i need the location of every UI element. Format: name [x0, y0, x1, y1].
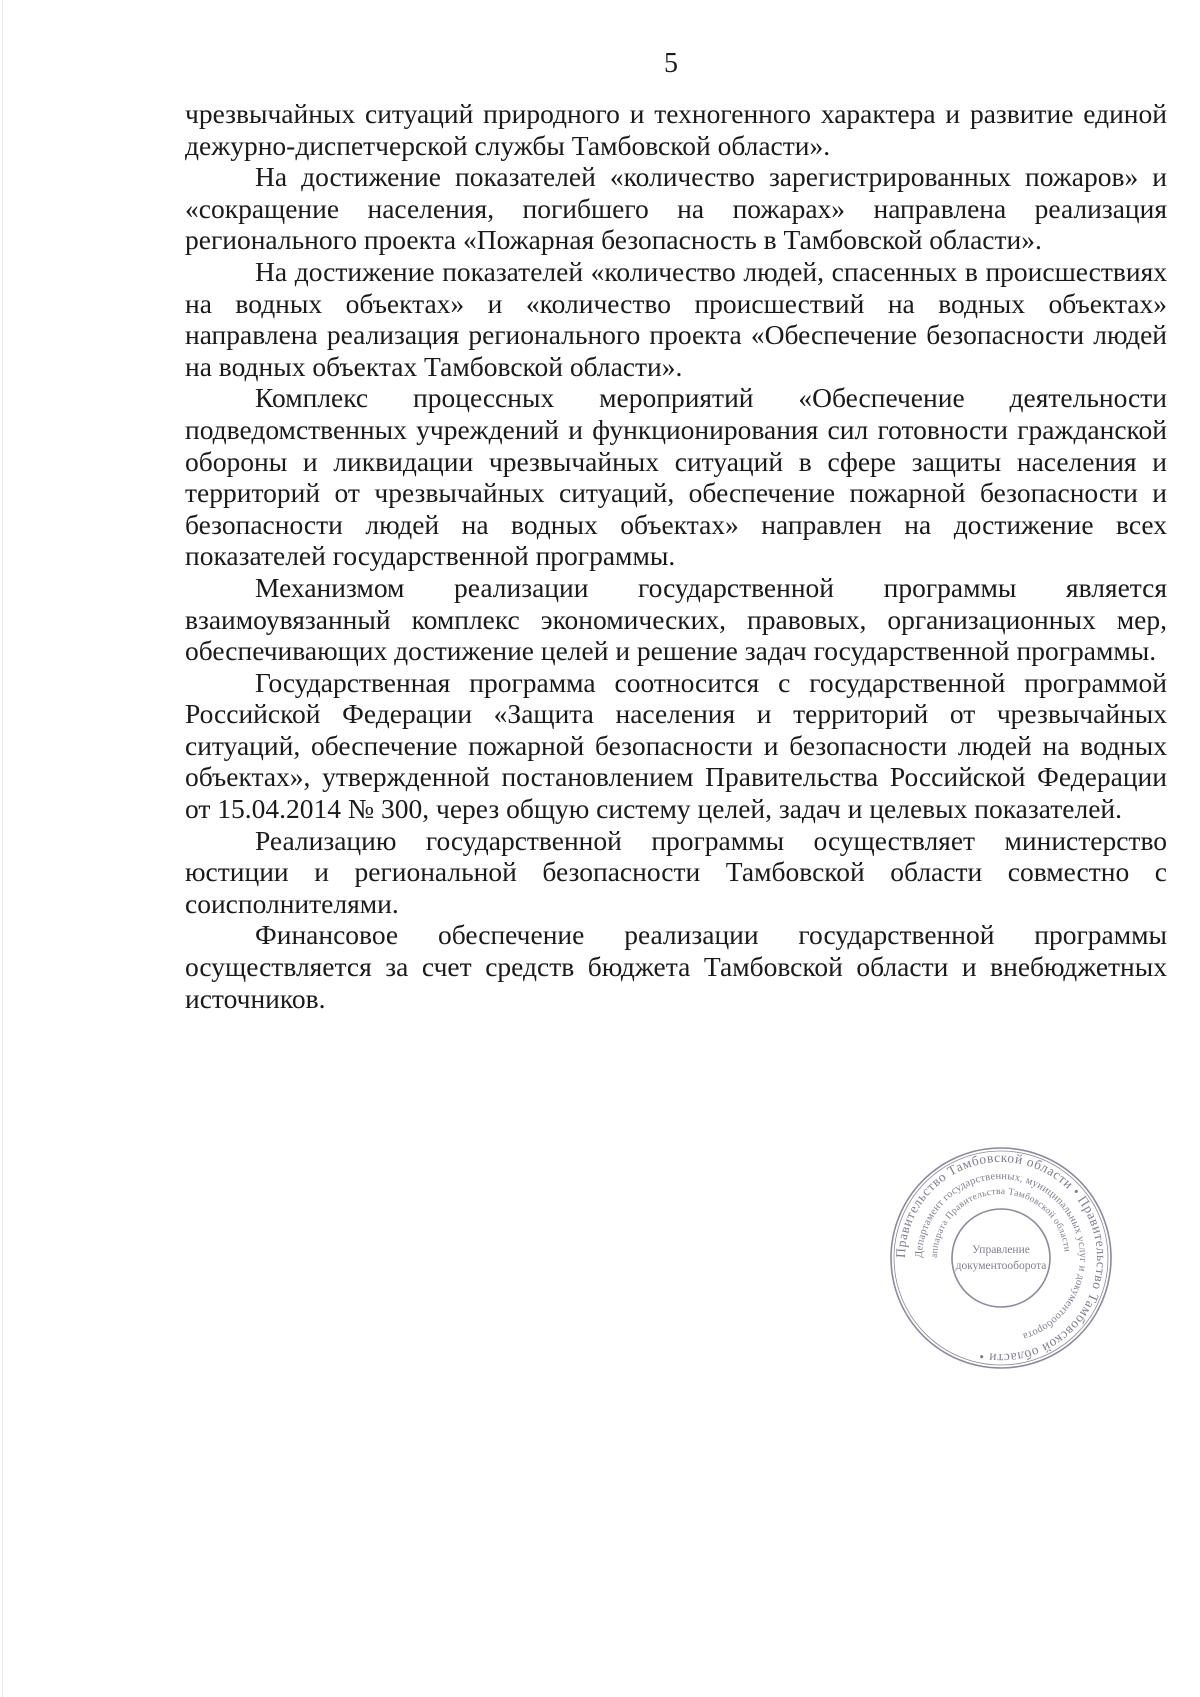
- paragraph-financing: Финансовое обеспечение реализации государственной программы осуществляется за счет средств бюджета Тамбовской области и внебюджетных источников.: [185, 919, 1167, 1014]
- paragraph-federal-program-correlation: Государственная программа соотносится с государственной программой Российской Федерации «Защита населения и территорий от чрезвычайных ситуаций, обеспечение пожарной безопасности и безопасности людей на водных объектах», утвержденной постановлением Правительства Российской Федерации от 15.04.2014 № 300, через общую систему целей, задач и целевых показателей.: [185, 666, 1167, 825]
- paragraph-water-safety-project: На достижение показателей «количество людей, спасенных в происшествиях на водных объектах» и «количество происшествий на водных объектах» направлена реализация регионального проекта «Обеспечение безопасности людей на водных объектах Тамбовской области».: [185, 255, 1167, 382]
- paragraph-implementation-mechanism: Механизмом реализации государственной программы является взаимоувязанный комплекс экономических, правовых, организационных мер, обеспечивающих достижение целей и решение задач государственной программы.: [185, 571, 1167, 667]
- stamp-inner-text: аппарата Правительства Тамбовской области: [929, 1186, 1072, 1259]
- paragraph-process-measures: Комплекс процессных мероприятий «Обеспечение деятельности подведомственных учреждений и функционирования сил готовности гражданской обороны и ликвидации чрезвычайных ситуаций в сфере защиты населения и территорий от чрезвычайных ситуаций, обеспечение пожарной безопасности и безопасности людей на водных объектах» направлен на достижение всех показателей государственной программы.: [185, 382, 1167, 572]
- stamp-inner-circle: [952, 1209, 1050, 1307]
- stamp-middle-text: Департамент государственных, муниципальных услуг и документооборота: [913, 1170, 1089, 1342]
- stamp-center-line-2: документооборота: [955, 1260, 1047, 1272]
- official-stamp: [888, 1145, 1114, 1371]
- paragraph-continuation: чрезвычайных ситуаций природного и техногенного характера и развитие единой дежурно-диспетчерской службы Тамбовской области».: [185, 98, 1167, 161]
- paragraph-responsible-executor: Реализацию государственной программы осуществляет министерство юстиции и региональной безопасности Тамбовской области совместно с соисполнителями.: [185, 824, 1167, 919]
- stamp-center-line-1: Управление: [972, 1244, 1030, 1256]
- paragraph-fire-safety-project: На достижение показателей «количество зарегистрированных пожаров» и «сокращение населения, погибшего на пожарах» направлена реализация регионального проекта «Пожарная безопасность в Тамбовской области».: [185, 161, 1167, 256]
- scan-edge-line: [2, 0, 3, 1697]
- stamp-outer-text: Правительство Тамбовской области • Правительство Тамбовской области •: [892, 1149, 1110, 1367]
- document-body: [185, 98, 1167, 1014]
- page-number: 5: [664, 48, 678, 79]
